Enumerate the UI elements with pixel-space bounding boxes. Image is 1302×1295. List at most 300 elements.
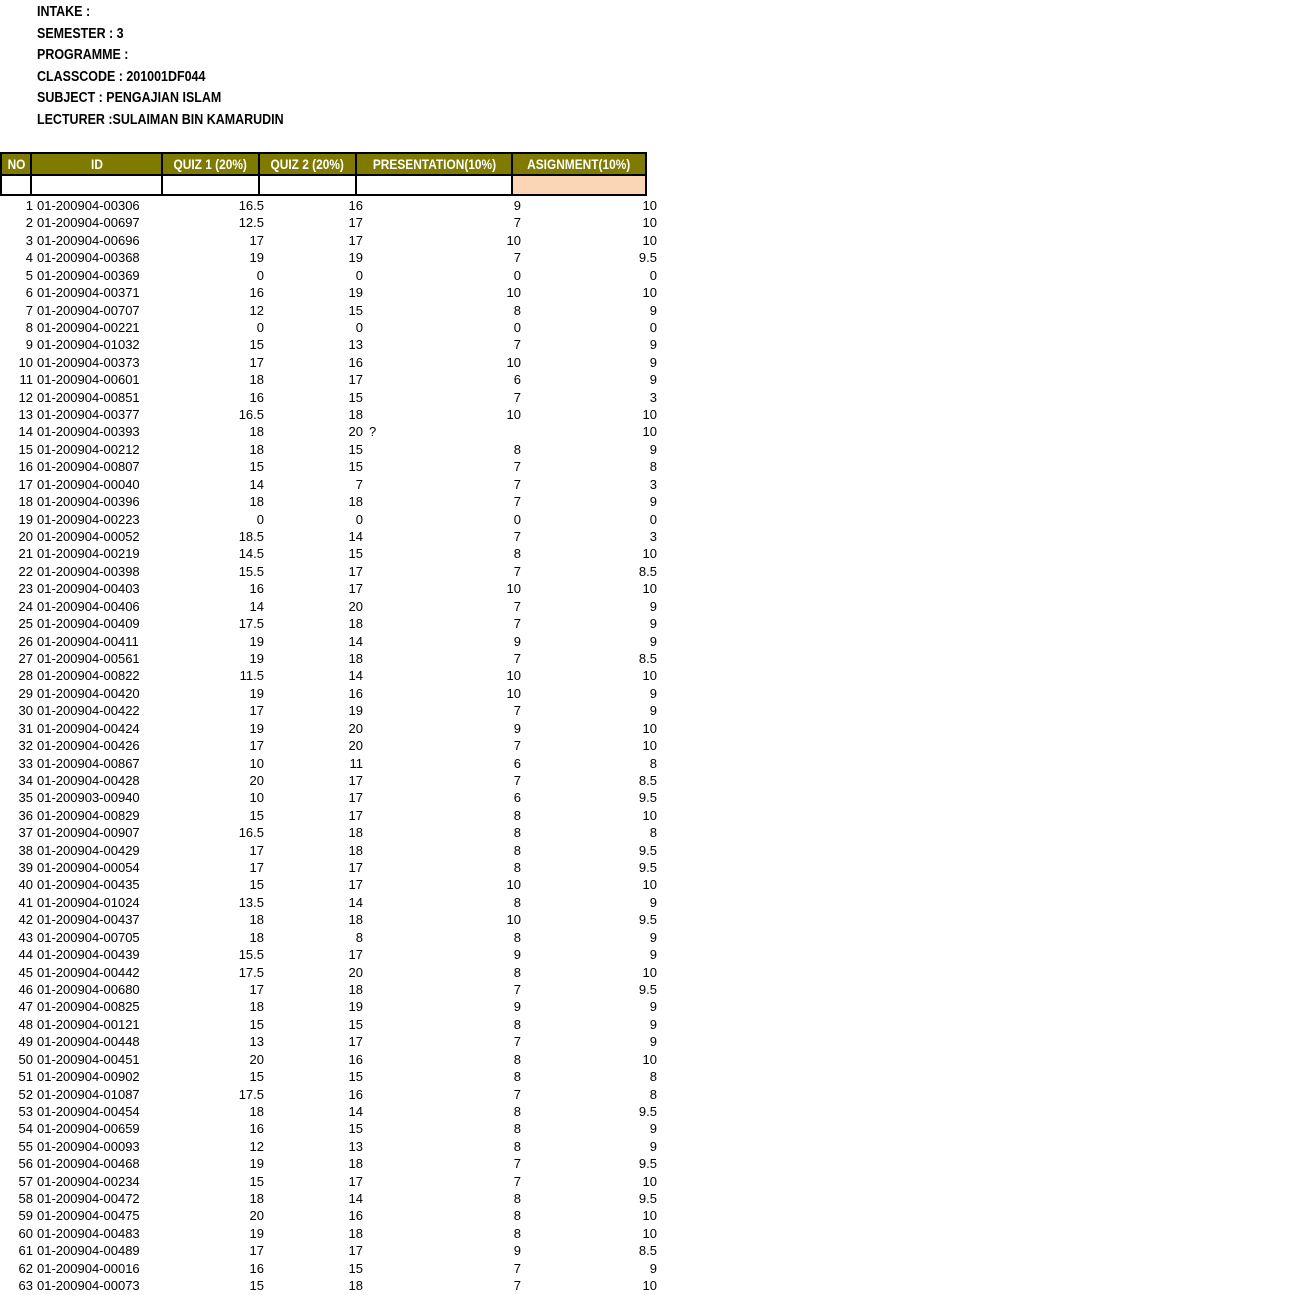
- cell-assignment: 9.5: [638, 790, 657, 806]
- cell-id: 01-200904-00468: [37, 1156, 140, 1172]
- cell-quiz1: 19: [249, 633, 264, 649]
- cell-quiz1: 16: [249, 285, 264, 301]
- cell-presentation: 9: [513, 198, 521, 213]
- cell-no: 18: [18, 494, 33, 510]
- cell-presentation: 7: [513, 563, 521, 579]
- cell-no: 58: [18, 1191, 33, 1207]
- cell-assignment: 10: [642, 424, 657, 440]
- cell-quiz1: 13.5: [238, 894, 264, 910]
- cell-assignment: 8.5: [638, 772, 657, 788]
- cell-no: 11: [19, 372, 33, 388]
- blank-cell[interactable]: [31, 175, 162, 195]
- cell-quiz1: 13: [249, 1034, 264, 1050]
- cell-id: 01-200904-00454: [37, 1103, 140, 1119]
- cell-quiz2: 15: [348, 441, 363, 457]
- cell-quiz2: 17: [348, 215, 363, 231]
- cell-presentation: 7: [513, 529, 521, 545]
- cell-quiz1: 15: [249, 807, 264, 823]
- cell-note: ?: [369, 424, 377, 440]
- cell-quiz2: 18: [348, 650, 363, 666]
- cell-assignment: 10: [642, 285, 657, 301]
- cell-no: 56: [18, 1156, 33, 1172]
- cell-quiz1: 17: [249, 232, 264, 248]
- cell-assignment: 9: [649, 354, 657, 370]
- cell-presentation: 7: [513, 981, 521, 997]
- cell-quiz1: 20: [249, 1051, 264, 1067]
- cell-no: 52: [18, 1086, 33, 1102]
- cell-id: 01-200904-00561: [37, 650, 140, 666]
- cell-no: 47: [18, 999, 33, 1015]
- cell-presentation: 8: [513, 1208, 521, 1224]
- cell-quiz2: 16: [348, 1086, 363, 1102]
- cell-presentation: 0: [513, 319, 521, 335]
- cell-no: 8: [25, 319, 33, 335]
- cell-no: 15: [18, 441, 33, 457]
- cell-presentation: 7: [513, 250, 521, 266]
- cell-assignment: 9: [649, 494, 657, 510]
- cell-quiz1: 14: [249, 476, 264, 492]
- header-id: ID: [31, 153, 162, 175]
- cell-quiz1: 18: [249, 1103, 264, 1119]
- cell-no: 23: [18, 581, 33, 597]
- cell-presentation: 10: [506, 232, 521, 248]
- cell-assignment: 9.5: [638, 1156, 657, 1172]
- cell-quiz2: 18: [348, 616, 363, 632]
- cell-id: 01-200904-00451: [37, 1051, 140, 1067]
- cell-id: 01-200904-00396: [37, 494, 140, 510]
- cell-presentation: 7: [513, 1034, 521, 1050]
- cell-id: 01-200904-00234: [37, 1173, 140, 1189]
- cell-quiz1: 18: [249, 999, 264, 1015]
- cell-id: 01-200904-00851: [37, 389, 140, 405]
- lecturer-label: LECTURER :SULAIMAN BIN KAMARUDIN: [37, 111, 284, 128]
- cell-id: 01-200904-00406: [37, 598, 140, 614]
- blank-cell[interactable]: [259, 175, 356, 195]
- cell-assignment: 9: [649, 1016, 657, 1032]
- cell-quiz2: 20: [348, 424, 363, 440]
- header-quiz2: QUIZ 2 (20%): [259, 153, 356, 175]
- cell-quiz2: 13: [348, 337, 363, 353]
- cell-id: 01-200904-00377: [37, 407, 140, 423]
- cell-quiz2: 15: [348, 1069, 363, 1085]
- cell-assignment: 9: [649, 1138, 657, 1154]
- cell-no: 19: [18, 511, 33, 527]
- cell-assignment: 9: [649, 1121, 657, 1137]
- cell-id: 01-200904-00369: [37, 267, 140, 283]
- cell-presentation: 9: [513, 633, 521, 649]
- cell-quiz1: 16: [249, 1121, 264, 1137]
- cell-no: 3: [25, 232, 33, 248]
- cell-no: 51: [18, 1069, 33, 1085]
- cell-assignment: 10: [642, 215, 657, 231]
- cell-assignment: 9: [649, 441, 657, 457]
- cell-quiz2: 19: [348, 999, 363, 1015]
- cell-id: 01-200904-00448: [37, 1034, 140, 1050]
- cell-presentation: 8: [513, 441, 521, 457]
- cell-presentation: 8: [513, 1016, 521, 1032]
- cell-id: 01-200904-00306: [37, 198, 140, 213]
- cell-assignment: 9.5: [638, 1103, 657, 1119]
- cell-no: 35: [18, 790, 33, 806]
- cell-id: 01-200904-01087: [37, 1086, 140, 1102]
- cell-no: 25: [18, 616, 33, 632]
- cell-no: 44: [18, 947, 33, 963]
- cell-id: 01-200904-00435: [37, 877, 140, 893]
- cell-quiz2: 17: [348, 372, 363, 388]
- cell-presentation: 8: [513, 964, 521, 980]
- cell-quiz2: 15: [348, 1260, 363, 1276]
- cell-quiz1: 10: [249, 790, 264, 806]
- cell-id: 01-200904-00426: [37, 738, 140, 754]
- cell-quiz2: 18: [348, 1278, 363, 1294]
- cell-assignment: 9: [649, 929, 657, 945]
- cell-presentation: 10: [506, 685, 521, 701]
- cell-no: 40: [18, 877, 33, 893]
- cell-quiz1: 18: [249, 1191, 264, 1207]
- class-info: [37, 2, 324, 131]
- cell-id: 01-200904-00221: [37, 319, 140, 335]
- cell-quiz2: 15: [348, 1121, 363, 1137]
- cell-id: 01-200904-00016: [37, 1260, 140, 1276]
- cell-no: 46: [18, 981, 33, 997]
- cell-presentation: 7: [513, 389, 521, 405]
- cell-no: 38: [18, 842, 33, 858]
- cell-quiz1: 17: [249, 738, 264, 754]
- cell-assignment: 10: [642, 1225, 657, 1241]
- cell-id: 01-200904-00489: [37, 1243, 140, 1259]
- cell-quiz1: 16.5: [238, 407, 264, 423]
- cell-id: 01-200904-00223: [37, 511, 140, 527]
- cell-quiz2: 17: [348, 1173, 363, 1189]
- cell-quiz1: 15: [249, 1173, 264, 1189]
- cell-quiz1: 19: [249, 250, 264, 266]
- cell-quiz2: 15: [348, 389, 363, 405]
- cell-id: 01-200904-00093: [37, 1138, 140, 1154]
- cell-quiz1: 17.5: [238, 964, 264, 980]
- cell-presentation: 8: [513, 302, 521, 318]
- cell-quiz2: 16: [348, 685, 363, 701]
- cell-presentation: 6: [513, 755, 521, 771]
- cell-assignment: 10: [642, 720, 657, 736]
- cell-quiz2: 18: [348, 842, 363, 858]
- cell-id: 01-200904-00437: [37, 912, 140, 928]
- cell-presentation: 8: [513, 1121, 521, 1137]
- cell-no: 14: [18, 424, 33, 440]
- cell-quiz2: 15: [348, 546, 363, 562]
- cell-quiz2: 16: [348, 354, 363, 370]
- cell-assignment: 9: [649, 947, 657, 963]
- intake-label: INTAKE :: [37, 4, 91, 20]
- cell-assignment: 9.5: [638, 250, 657, 266]
- cell-presentation: 7: [513, 772, 521, 788]
- cell-quiz2: 17: [348, 790, 363, 806]
- cell-quiz2: 18: [348, 981, 363, 997]
- cell-presentation: 8: [513, 546, 521, 562]
- cell-quiz1: 0: [256, 319, 264, 335]
- cell-quiz2: 16: [348, 1208, 363, 1224]
- cell-quiz2: 17: [348, 232, 363, 248]
- cell-presentation: 9: [513, 999, 521, 1015]
- cell-quiz1: 15: [249, 337, 264, 353]
- header-no: NO: [1, 153, 31, 175]
- cell-id: 01-200904-00907: [37, 825, 140, 841]
- cell-no: 55: [18, 1138, 33, 1154]
- cell-presentation: 7: [513, 703, 521, 719]
- cell-assignment: 9: [649, 302, 657, 318]
- cell-assignment: 3: [649, 529, 657, 545]
- cell-assignment: 8.5: [638, 650, 657, 666]
- cell-quiz2: 17: [348, 1243, 363, 1259]
- cell-quiz2: 18: [348, 912, 363, 928]
- cell-quiz1: 18: [249, 441, 264, 457]
- cell-quiz2: 16: [348, 198, 363, 213]
- cell-quiz2: 14: [348, 529, 363, 545]
- cell-assignment: 8: [649, 1086, 657, 1102]
- cell-no: 62: [18, 1260, 33, 1276]
- cell-no: 27: [18, 650, 33, 666]
- cell-quiz2: 18: [348, 825, 363, 841]
- cell-id: 01-200904-00403: [37, 581, 140, 597]
- cell-presentation: 8: [513, 1191, 521, 1207]
- cell-quiz1: 17.5: [238, 616, 264, 632]
- cell-no: 13: [18, 407, 33, 423]
- cell-presentation: 6: [513, 372, 521, 388]
- cell-quiz1: 19: [249, 720, 264, 736]
- cell-no: 7: [25, 302, 33, 318]
- cell-quiz2: 15: [348, 459, 363, 475]
- cell-no: 49: [18, 1034, 33, 1050]
- cell-quiz2: 18: [348, 1156, 363, 1172]
- cell-assignment: 10: [642, 1051, 657, 1067]
- cell-quiz1: 18: [249, 912, 264, 928]
- cell-id: 01-200904-00373: [37, 354, 140, 370]
- cell-id: 01-200904-00420: [37, 685, 140, 701]
- cell-no: 32: [18, 738, 33, 754]
- cell-assignment: 8: [649, 459, 657, 475]
- cell-quiz1: 16: [249, 1260, 264, 1276]
- cell-quiz1: 16.5: [238, 198, 264, 213]
- cell-presentation: 8: [513, 1225, 521, 1241]
- cell-presentation: 10: [506, 285, 521, 301]
- cell-id: 01-200904-00368: [37, 250, 140, 266]
- cell-quiz2: 20: [348, 964, 363, 980]
- cell-assignment: 9: [649, 999, 657, 1015]
- cell-quiz1: 14: [249, 598, 264, 614]
- cell-assignment: 9: [649, 633, 657, 649]
- cell-presentation: 10: [506, 912, 521, 928]
- cell-presentation: 10: [506, 668, 521, 684]
- cell-presentation: 7: [513, 215, 521, 231]
- cell-presentation: 8: [513, 825, 521, 841]
- cell-assignment: 3: [649, 389, 657, 405]
- cell-no: 4: [25, 250, 33, 266]
- marks-table-header: [0, 152, 647, 196]
- cell-id: 01-200904-00121: [37, 1016, 140, 1032]
- cell-assignment: 9: [649, 1260, 657, 1276]
- cell-presentation: 8: [513, 860, 521, 876]
- cell-quiz1: 12: [249, 302, 264, 318]
- cell-no: 17: [18, 476, 33, 492]
- cell-no: 20: [18, 529, 33, 545]
- cell-id: 01-200904-00398: [37, 563, 140, 579]
- cell-assignment: 9: [649, 372, 657, 388]
- cell-no: 30: [18, 703, 33, 719]
- highlighted-cell[interactable]: [512, 175, 646, 195]
- cell-quiz2: 17: [348, 860, 363, 876]
- cell-presentation: 8: [513, 1069, 521, 1085]
- cell-no: 61: [18, 1243, 33, 1259]
- cell-quiz2: 7: [355, 476, 363, 492]
- cell-id: 01-200904-00475: [37, 1208, 140, 1224]
- header-quiz1: QUIZ 1 (20%): [162, 153, 259, 175]
- cell-no: 50: [18, 1051, 33, 1067]
- cell-quiz2: 20: [348, 720, 363, 736]
- cell-assignment: 10: [642, 877, 657, 893]
- cell-assignment: 9.5: [638, 842, 657, 858]
- cell-quiz1: 15: [249, 459, 264, 475]
- cell-quiz1: 15.5: [238, 563, 264, 579]
- cell-quiz2: 0: [355, 267, 363, 283]
- cell-assignment: 3: [649, 476, 657, 492]
- cell-assignment: 9.5: [638, 1191, 657, 1207]
- cell-presentation: 9: [513, 947, 521, 963]
- cell-id: 01-200904-00428: [37, 772, 140, 788]
- cell-quiz1: 0: [256, 511, 264, 527]
- cell-quiz2: 0: [355, 319, 363, 335]
- cell-quiz1: 17: [249, 981, 264, 997]
- cell-quiz1: 10: [249, 755, 264, 771]
- cell-quiz2: 19: [348, 703, 363, 719]
- cell-id: 01-200904-00429: [37, 842, 140, 858]
- header-assignment: ASIGNMENT(10%): [512, 153, 646, 175]
- cell-no: 1: [25, 198, 33, 213]
- cell-assignment: 9: [649, 703, 657, 719]
- cell-id: 01-200904-00422: [37, 703, 140, 719]
- cell-id: 01-200904-00219: [37, 546, 140, 562]
- cell-presentation: 8: [513, 1103, 521, 1119]
- cell-quiz1: 18: [249, 929, 264, 945]
- cell-assignment: 9: [649, 616, 657, 632]
- cell-quiz2: 17: [348, 563, 363, 579]
- cell-assignment: 9: [649, 337, 657, 353]
- cell-id: 01-200904-00601: [37, 372, 140, 388]
- cell-id: 01-200904-00439: [37, 947, 140, 963]
- cell-presentation: 7: [513, 337, 521, 353]
- blank-cell[interactable]: [162, 175, 259, 195]
- cell-quiz1: 15: [249, 1016, 264, 1032]
- blank-cell[interactable]: [1, 175, 31, 195]
- cell-quiz1: 17.5: [238, 1086, 264, 1102]
- cell-no: 29: [18, 685, 33, 701]
- cell-quiz2: 18: [348, 407, 363, 423]
- cell-quiz2: 17: [348, 877, 363, 893]
- cell-quiz2: 8: [355, 929, 363, 945]
- cell-assignment: 10: [642, 807, 657, 823]
- cell-no: 53: [18, 1103, 33, 1119]
- cell-no: 59: [18, 1208, 33, 1224]
- cell-quiz1: 19: [249, 1225, 264, 1241]
- cell-presentation: 7: [513, 494, 521, 510]
- cell-quiz1: 17: [249, 1243, 264, 1259]
- cell-presentation: 10: [506, 877, 521, 893]
- cell-id: 01-200904-00409: [37, 616, 140, 632]
- cell-presentation: 8: [513, 807, 521, 823]
- cell-quiz1: 17: [249, 703, 264, 719]
- cell-no: 48: [18, 1016, 33, 1032]
- cell-presentation: 8: [513, 894, 521, 910]
- cell-quiz2: 14: [348, 894, 363, 910]
- cell-quiz2: 15: [348, 1016, 363, 1032]
- cell-quiz1: 17: [249, 842, 264, 858]
- cell-no: 45: [18, 964, 33, 980]
- cell-assignment: 10: [642, 1278, 657, 1294]
- semester-label: SEMESTER : 3: [37, 25, 124, 42]
- cell-no: 41: [18, 894, 33, 910]
- cell-assignment: 8.5: [638, 563, 657, 579]
- cell-quiz2: 11: [349, 755, 363, 771]
- cell-id: 01-200903-00940: [37, 790, 140, 806]
- header-presentation: PRESENTATION(10%): [356, 153, 512, 175]
- cell-assignment: 8: [649, 825, 657, 841]
- cell-id: 01-200904-00807: [37, 459, 140, 475]
- cell-quiz2: 14: [348, 633, 363, 649]
- cell-quiz1: 15: [249, 877, 264, 893]
- cell-no: 43: [18, 929, 33, 945]
- cell-assignment: 10: [642, 546, 657, 562]
- cell-id: 01-200904-00825: [37, 999, 140, 1015]
- cell-quiz2: 19: [348, 250, 363, 266]
- cell-no: 16: [18, 459, 33, 475]
- classcode-label: CLASSCODE : 201001DF044: [37, 68, 206, 85]
- cell-presentation: 7: [513, 1278, 521, 1294]
- cell-presentation: 7: [513, 1260, 521, 1276]
- cell-assignment: 10: [642, 407, 657, 423]
- cell-no: 6: [25, 285, 33, 301]
- cell-presentation: 8: [513, 1051, 521, 1067]
- cell-no: 34: [18, 772, 33, 788]
- blank-cell[interactable]: [356, 175, 512, 195]
- blank-row: [1, 175, 646, 195]
- cell-no: 54: [18, 1121, 33, 1137]
- cell-id: 01-200904-00442: [37, 964, 140, 980]
- cell-quiz1: 17: [249, 860, 264, 876]
- cell-id: 01-200904-00054: [37, 860, 140, 876]
- cell-presentation: 10: [506, 407, 521, 423]
- cell-id: 01-200904-00697: [37, 215, 140, 231]
- cell-id: 01-200904-01024: [37, 894, 140, 910]
- subject-label: SUBJECT : PENGAJIAN ISLAM: [37, 90, 222, 106]
- cell-id: 01-200904-00073: [37, 1278, 140, 1294]
- cell-id: 01-200904-00707: [37, 302, 140, 318]
- programme-label: PROGRAMME :: [37, 47, 129, 63]
- cell-assignment: 10: [642, 668, 657, 684]
- cell-id: 01-200904-00822: [37, 668, 140, 684]
- cell-id: 01-200904-00659: [37, 1121, 140, 1137]
- cell-quiz1: 14.5: [238, 546, 264, 562]
- cell-assignment: 9: [649, 894, 657, 910]
- cell-assignment: 10: [642, 964, 657, 980]
- cell-quiz1: 16.5: [238, 825, 264, 841]
- cell-no: 33: [18, 755, 33, 771]
- cell-id: 01-200904-00371: [37, 285, 140, 301]
- cell-quiz2: 20: [348, 598, 363, 614]
- cell-id: 01-200904-00424: [37, 720, 140, 736]
- cell-quiz2: 20: [348, 738, 363, 754]
- cell-assignment: 9: [649, 1034, 657, 1050]
- cell-quiz2: 17: [348, 947, 363, 963]
- cell-quiz2: 16: [348, 1051, 363, 1067]
- cell-assignment: 10: [642, 1173, 657, 1189]
